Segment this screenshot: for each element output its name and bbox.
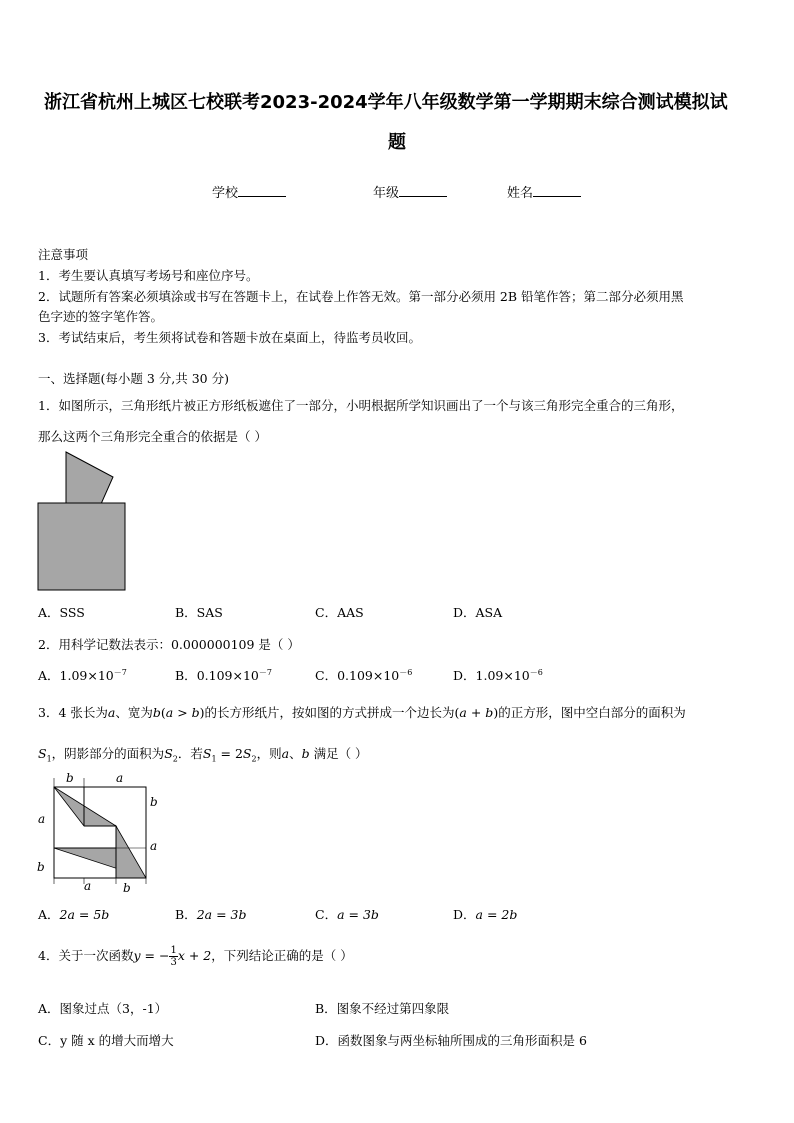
q3-label-bottom-b: b <box>123 881 131 895</box>
name-blank[interactable] <box>533 184 581 197</box>
q3-stem: 3．4 张长为a、宽为b(a > b)的长方形纸片，按如图的方式拼成一个边长为(a + b)的正方形，图中空白部分的面积为 <box>38 705 686 720</box>
q3-option-b[interactable]: B．2a = 3b <box>175 907 247 922</box>
q3-label-bottom-a: a <box>84 879 92 893</box>
q3-label-left-b: b <box>37 860 45 874</box>
notice-heading: 注意事项 <box>38 247 89 262</box>
q3-label-right-a: a <box>150 839 158 853</box>
notice-item-2: 2．试题所有答案必须填涂或书写在答题卡上，在试卷上作答无效。第一部分必须用 2B 铅笔作答；第二部分必须用黑 <box>38 289 684 304</box>
page-title: 浙江省杭州上城区七校联考2023-2024学年八年级数学第一学期期末综合测试模拟试 <box>44 92 728 113</box>
q1-figure <box>35 450 135 595</box>
q3-label-top-a: a <box>116 771 124 785</box>
q1-option-c[interactable]: C．AAS <box>315 605 364 620</box>
q1-stem-cont: 那么这两个三角形完全重合的依据是（ ） <box>38 429 267 444</box>
page-title-cont: 题 <box>388 132 406 153</box>
q4-option-a[interactable]: A．图象过点（3，-1） <box>38 1001 168 1016</box>
grade-field[interactable] <box>373 182 447 201</box>
q3-option-a[interactable]: A．2a = 5b <box>38 907 110 922</box>
school-label: 学校 <box>212 186 239 201</box>
q3-figure <box>32 770 162 895</box>
q3-shade-1 <box>54 787 116 826</box>
q4-option-c[interactable]: C．y 随 x 的增大而增大 <box>38 1033 174 1048</box>
school-blank[interactable] <box>238 184 286 197</box>
name-label: 姓名 <box>507 186 534 201</box>
name-field[interactable] <box>507 182 581 201</box>
school-field[interactable] <box>212 182 286 201</box>
q3-stem-cont: $S_1$，阴影部分的面积为$S_2$．若$S_1 = 2S_2$，则a、b 满足（ ） <box>38 746 368 764</box>
q4-fraction: $\frac{1}{3}$ <box>170 945 177 968</box>
q1-option-d[interactable]: D．ASA <box>453 605 503 620</box>
notice-item-3: 3．考试结束后，考生须将试卷和答题卡放在桌面上，待监考员收回。 <box>38 330 421 345</box>
q4-stem: 4．关于一次函数y = − $\frac{1}{3}$ x + 2，下列结论正确的是（ ） <box>38 945 353 968</box>
q2-option-a[interactable]: A．$1.09\times 10^{-7}$ <box>38 667 127 683</box>
q2-option-c[interactable]: C．$0.109\times 10^{-6}$ <box>315 667 413 683</box>
q1-square <box>38 503 125 590</box>
q4-option-b[interactable]: B．图象不经过第四象限 <box>315 1001 450 1016</box>
section-heading: 一、选择题(每小题 3 分,共 30 分) <box>38 371 229 386</box>
q1-option-b[interactable]: B．SAS <box>175 605 223 620</box>
grade-label: 年级 <box>373 186 400 201</box>
q1-option-a[interactable]: A．SSS <box>38 605 85 620</box>
q1-stem: 1．如图所示，三角形纸片被正方形纸板遮住了一部分，小明根据所学知识画出了一个与该三角形完全重合的三角形， <box>38 398 684 413</box>
q2-option-d[interactable]: D．$1.09\times 10^{-6}$ <box>453 667 543 683</box>
notice-item-1: 1．考生要认真填写考场号和座位序号。 <box>38 268 259 283</box>
grade-blank[interactable] <box>399 184 447 197</box>
q3-option-c[interactable]: C．a = 3b <box>315 907 379 922</box>
q2-stem: 2．用科学记数法表示：0.000000109 是（ ） <box>38 637 300 652</box>
q3-label-left-a: a <box>38 812 46 826</box>
q3-label-right-b: b <box>150 795 158 809</box>
q3-option-d[interactable]: D．a = 2b <box>453 907 518 922</box>
notice-item-2-cont: 色字迹的签字笔作答。 <box>38 309 164 324</box>
q2-option-b[interactable]: B．$0.109\times 10^{-7}$ <box>175 667 272 683</box>
q1-triangle <box>66 452 113 504</box>
q3-label-top-b: b <box>66 771 74 785</box>
q4-option-d[interactable]: D．函数图象与两坐标轴所围成的三角形面积是 6 <box>315 1033 587 1048</box>
q3-shade-3 <box>116 826 146 878</box>
